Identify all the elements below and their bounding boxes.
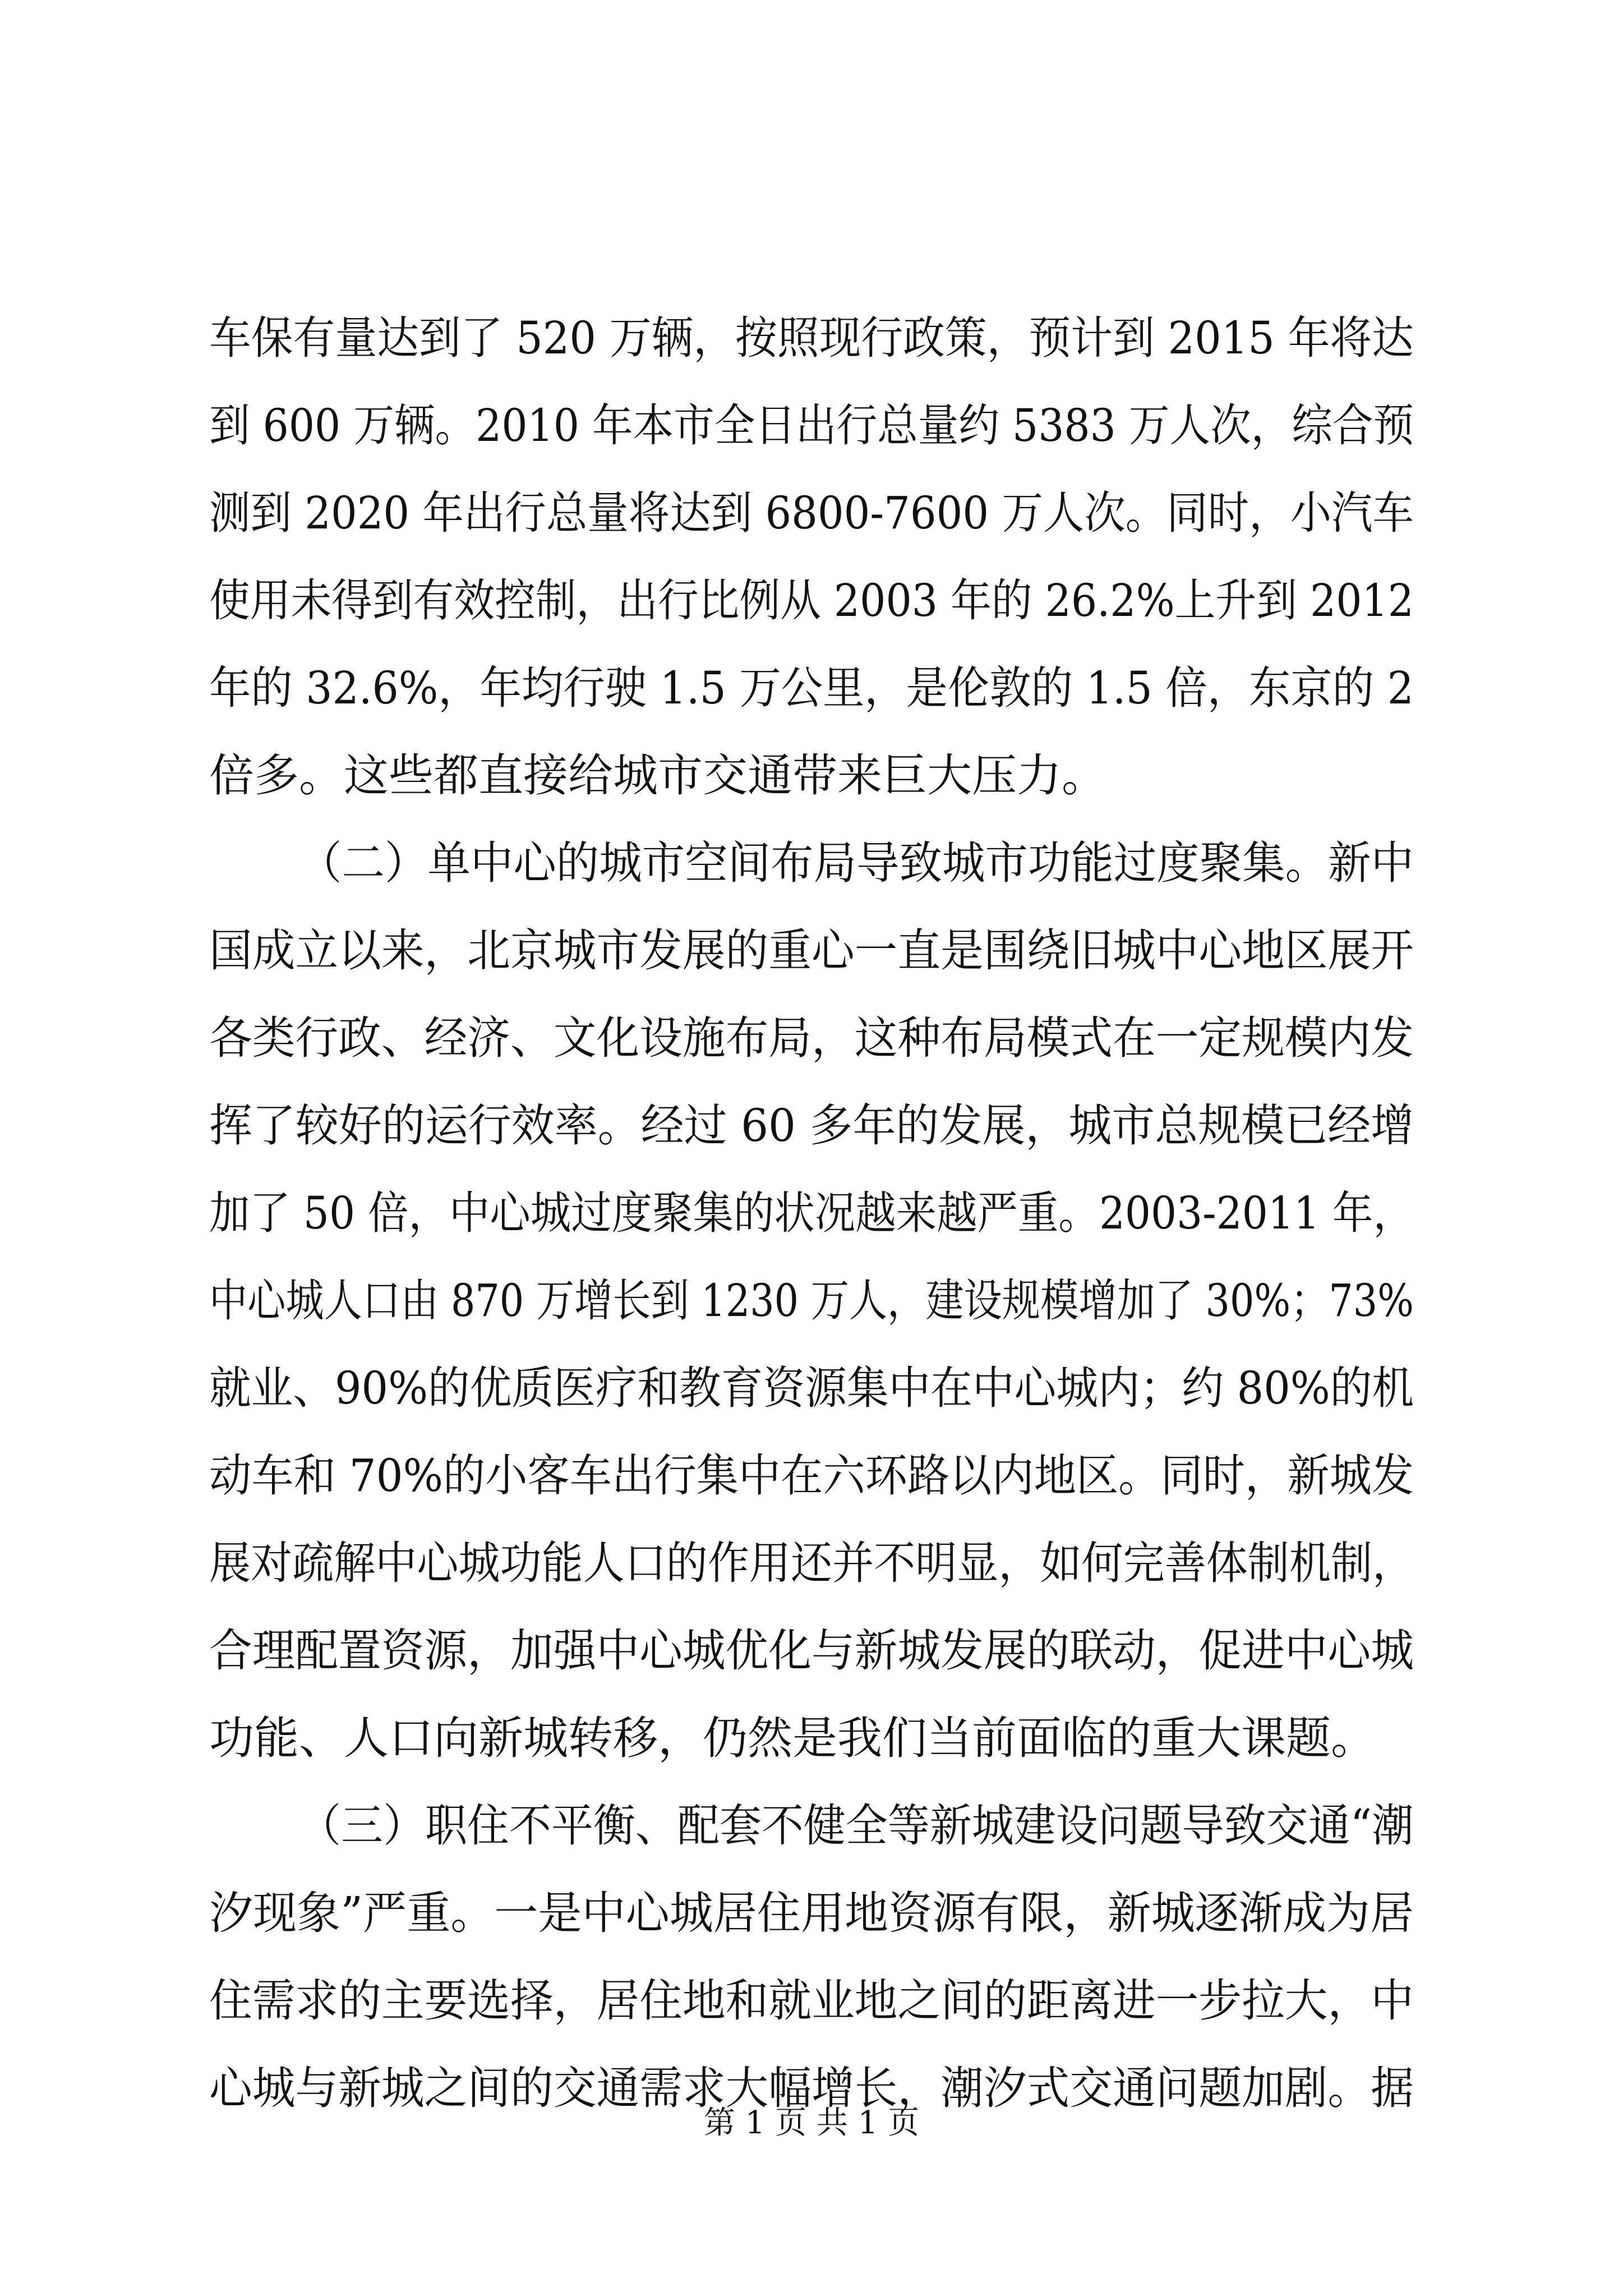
text-line: （二）单中心的城市空间布局导致城市功能过度聚集。新中	[299, 837, 1414, 889]
text-line: 车保有量达到了 520 万辆，按照现行政策，预计到 2015 年将达	[209, 312, 1414, 364]
text-line: 中心城人口由 870 万增长到 1230 万人，建设规模增加了 30%；73%	[209, 1274, 1414, 1327]
text-line: 年的 32.6%，年均行驶 1.5 万公里，是伦敦的 1.5 倍，东京的 2	[209, 662, 1414, 714]
text-line: 测到 2020 年出行总量将达到 6800-7600 万人次。同时，小汽车	[209, 487, 1414, 539]
text-line: 各类行政、经济、文化设施布局，这种布局模式在一定规模内发	[209, 1012, 1414, 1064]
text-line: 挥了较好的运行效率。经过 60 多年的发展，城市总规模已经增	[209, 1099, 1414, 1152]
text-line: 就业、90%的优质医疗和教育资源集中在中心城内；约 80%的机	[209, 1362, 1414, 1414]
text-line: 倍多。这些都直接给城市交通带来巨大压力。	[209, 749, 1106, 802]
text-line: 展对疏解中心城功能人口的作用还并不明显，如何完善体制机制，	[209, 1537, 1414, 1589]
text-line: 国成立以来，北京城市发展的重心一直是围绕旧城中心地区展开	[209, 924, 1414, 977]
page-footer: 第 1 页 共 1 页	[703, 2105, 920, 2141]
text-line: 动车和 70%的小客车出行集中在六环路以内地区。同时，新城发	[209, 1450, 1414, 1502]
text-line: 汐现象”严重。一是中心城居住用地资源有限，新城逐渐成为居	[209, 1887, 1414, 1939]
text-line: 心城与新城之间的交通需求大幅增长，潮汐式交通问题加剧。据	[209, 2062, 1414, 2114]
text-line: 加了 50 倍，中心城过度聚集的状况越来越严重。2003-2011 年，	[209, 1187, 1414, 1239]
text-line: （三）职住不平衡、配套不健全等新城建设问题导致交通“潮	[299, 1800, 1414, 1852]
text-line: 到 600 万辆。2010 年本市全日出行总量约 5383 万人次，综合预	[209, 399, 1414, 452]
text-line: 使用未得到有效控制，出行比例从 2003 年的 26.2%上升到 2012	[209, 574, 1414, 627]
text-line: 合理配置资源，加强中心城优化与新城发展的联动，促进中心城	[209, 1625, 1414, 1677]
text-line: 住需求的主要选择，居住地和就业地之间的距离进一步拉大，中	[209, 1975, 1414, 2027]
text-line: 功能、人口向新城转移，仍然是我们当前面临的重大课题。	[209, 1712, 1376, 1764]
